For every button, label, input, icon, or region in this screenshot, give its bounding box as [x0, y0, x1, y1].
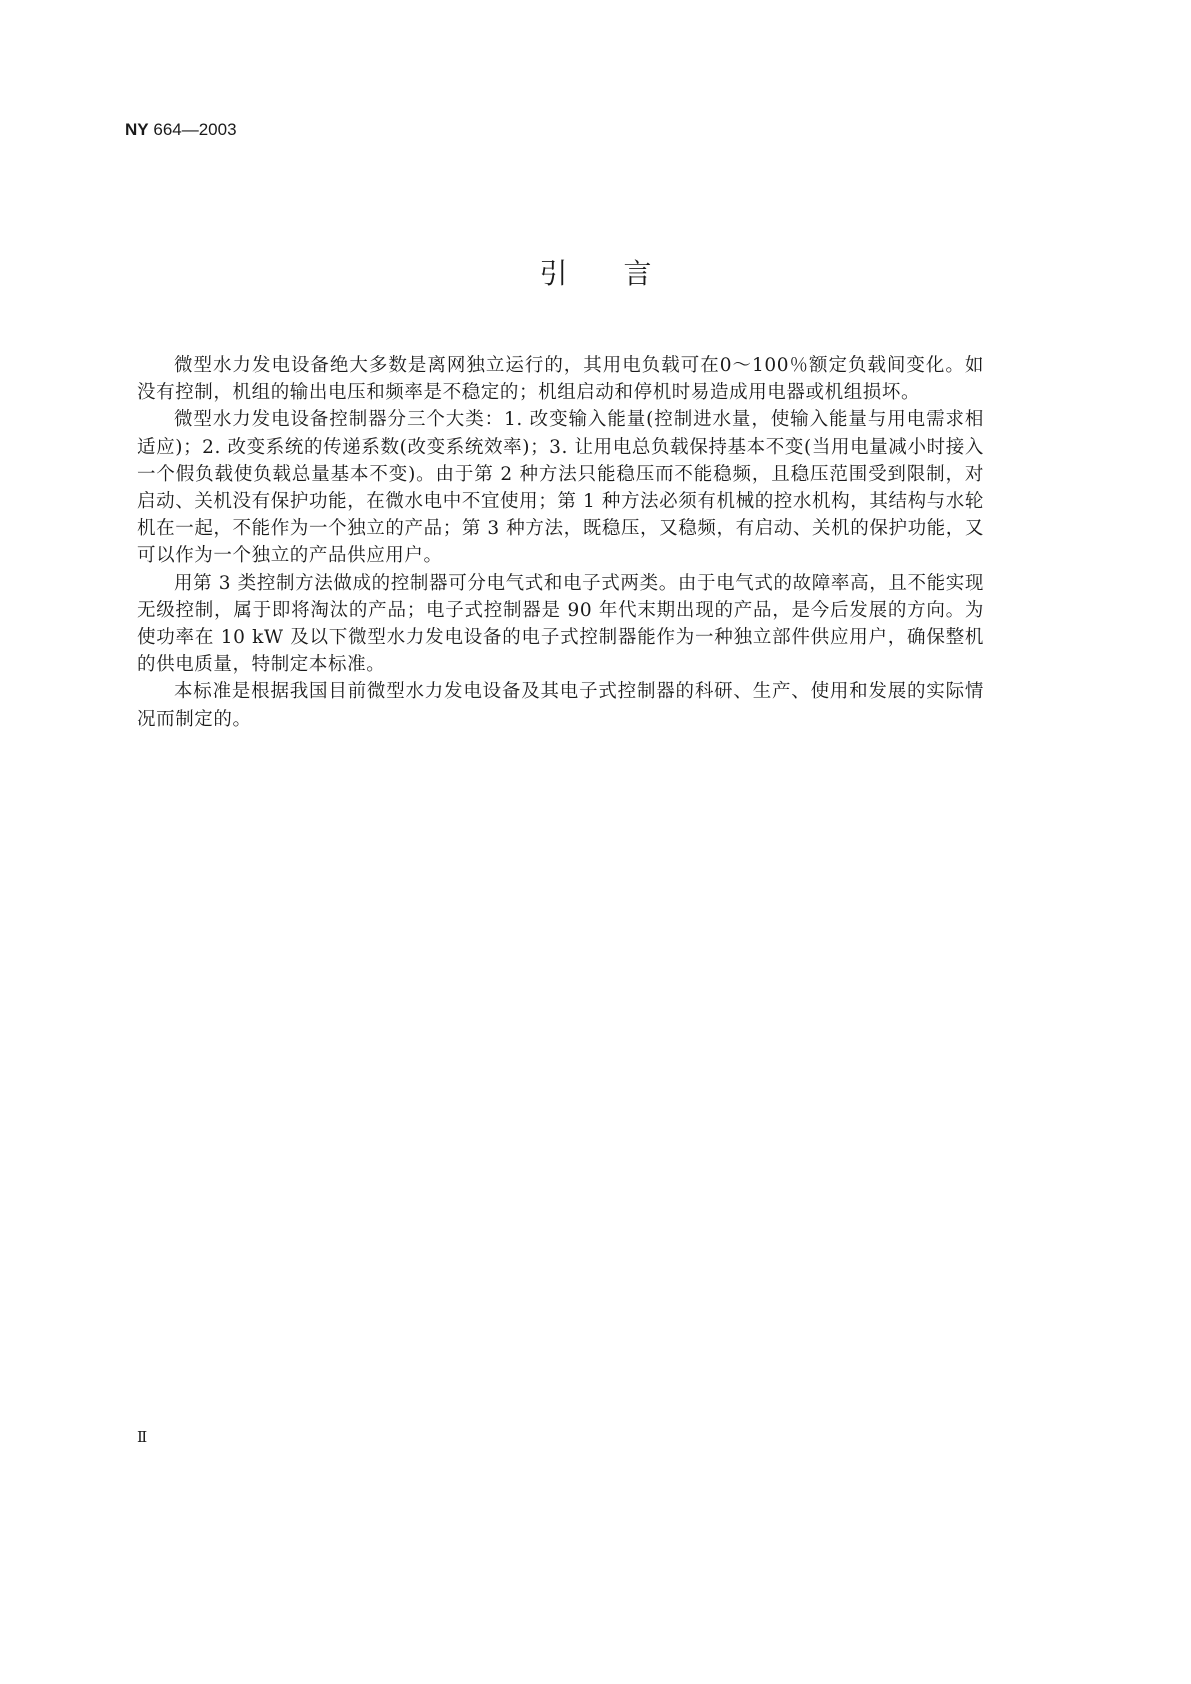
paragraph: 微型水力发电设备绝大多数是离网独立运行的，其用电负载可在0～100％额定负载间变化。如没有控制，机组的输出电压和频率是不稳定的；机组启动和停机时易造成用电器或机组损坏。: [137, 355, 984, 404]
document-body: [137, 352, 984, 733]
paragraph: 微型水力发电设备控制器分三个大类：1. 改变输入能量(控制进水量，使输入能量与用电需求相适应)；2. 改变系统的传递系数(改变系统效率)；3. 让用电总负载保持基本不变(当用电量减小时接入一个假负载使负载总量基本不变)。由于第 2 种方法只能稳压而不能稳频，且稳压范围受到限制，对启动、关机没有保护功能，在微水电中不宜使用；第 1 种方法必须有机械的控水机构，其结构与水轮机在一起，不能作为一个独立的产品；第 3 种方法，既稳压，又稳频，有启动、关机的保护功能，又可以作为一个独立的产品供应用户。: [137, 409, 984, 567]
standard-code: [125, 120, 237, 140]
standard-code-number: 664—2003: [153, 120, 237, 139]
paragraph: 本标准是根据我国目前微型水力发电设备及其电子式控制器的科研、生产、使用和发展的实际情况而制定的。: [137, 681, 984, 730]
page-title: 引言: [539, 257, 708, 290]
standard-code-prefix: NY: [125, 120, 149, 139]
paragraph: 用第 3 类控制方法做成的控制器可分电气式和电子式两类。由于电气式的故障率高，且不能实现无级控制，属于即将淘汰的产品；电子式控制器是 90 年代末期出现的产品，是今后发展的方向。为使功率在 10 kW 及以下微型水力发电设备的电子式控制器能作为一种独立部件供应用户，确保整机的供电质量，特制定本标准。: [137, 572, 984, 676]
page-number: Ⅱ: [137, 1428, 148, 1446]
